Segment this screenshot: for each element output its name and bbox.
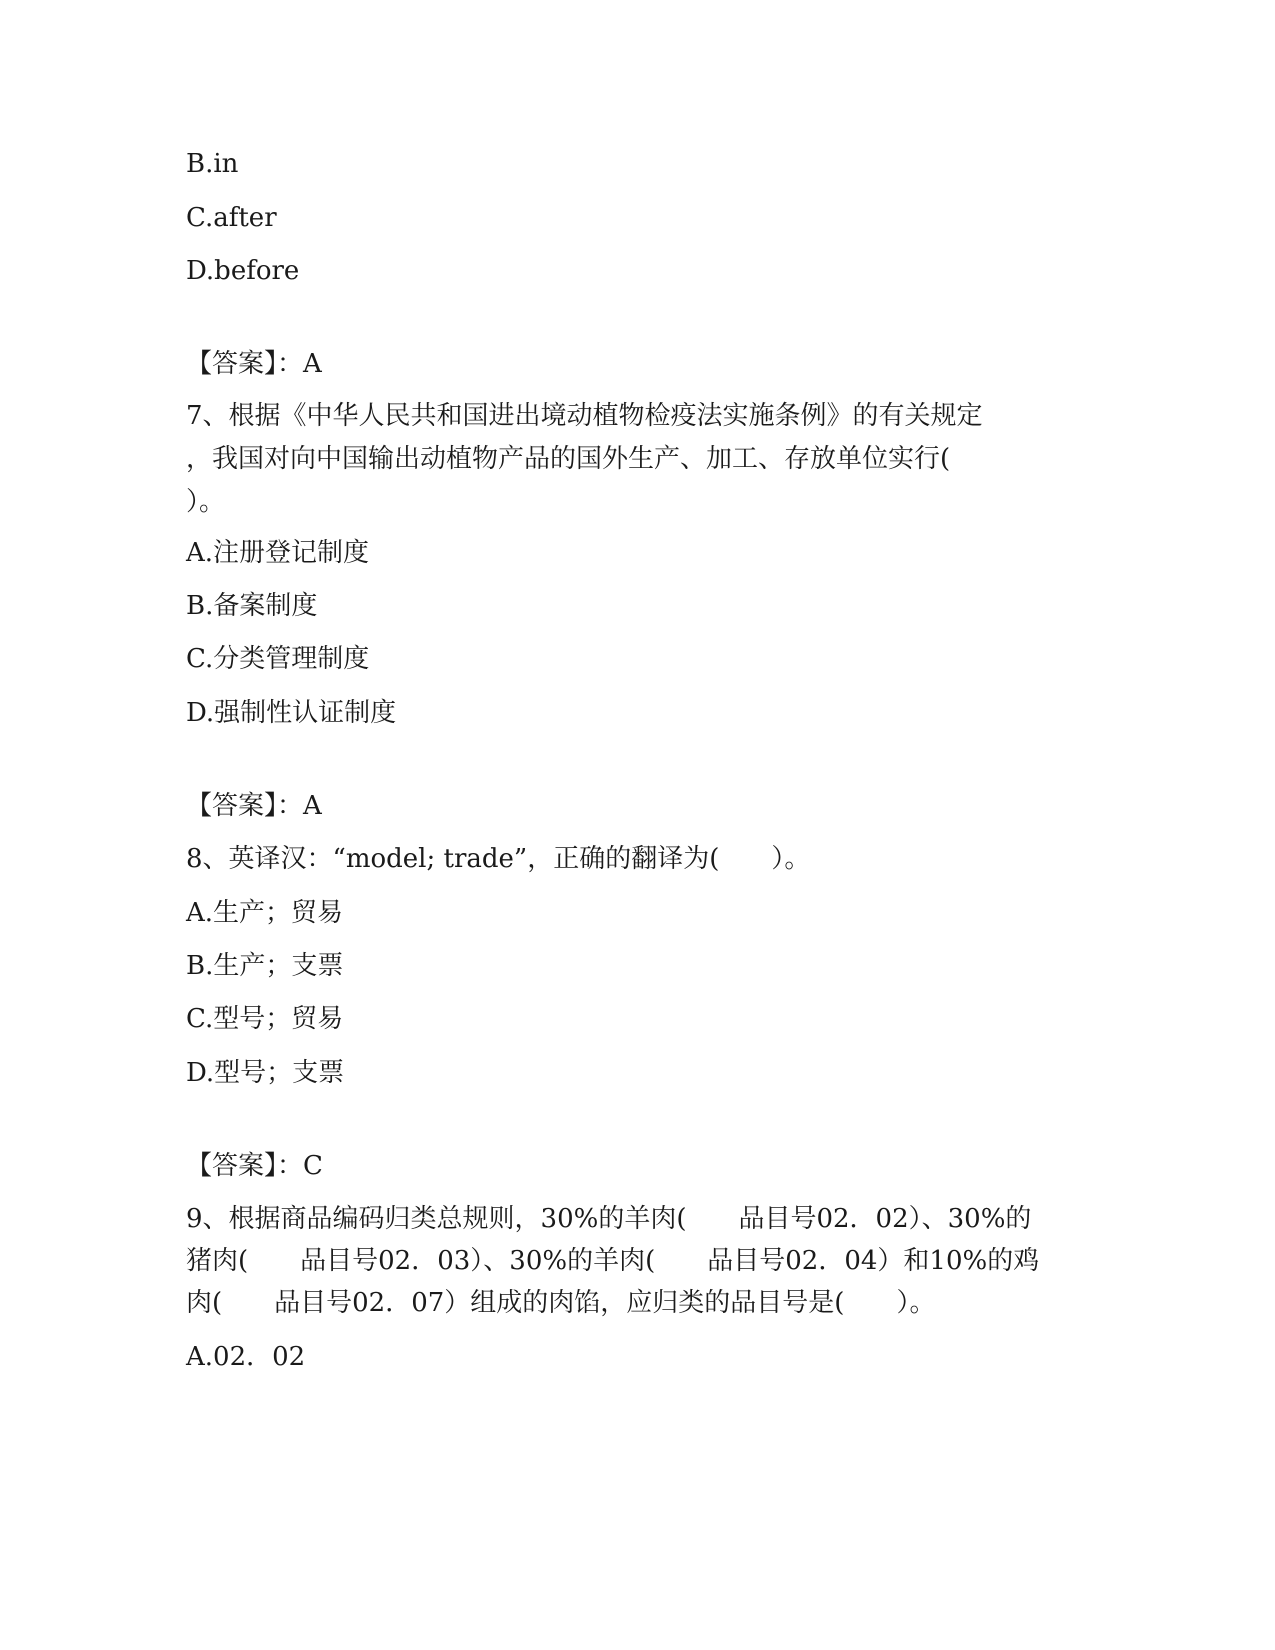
question-8-stem: 8、英译汉：“model; trade”，正确的翻译为( ）。 [186, 844, 811, 874]
answer-label: 【答案】： [186, 349, 304, 379]
answer-value: A [303, 349, 322, 379]
question-7-option-b: B.备案制度 [186, 591, 318, 621]
answer-value: A [303, 791, 322, 821]
answer-line [186, 348, 322, 380]
option-c: C.after [186, 203, 277, 233]
question-9-option-a: A.02．02 [186, 1342, 306, 1372]
question-7-option-c: C.分类管理制度 [186, 644, 370, 674]
question-7-stem-line-1: 7、根据《中华人民共和国进出境动植物检疫法实施条例》的有关规定 [186, 401, 983, 431]
answer-label: 【答案】： [186, 791, 304, 821]
question-7-option-d: D.强制性认证制度 [186, 698, 397, 728]
question-7-answer [186, 790, 322, 822]
answer-value: C [303, 1151, 323, 1181]
answer-label: 【答案】： [186, 1151, 304, 1181]
question-8-option-b: B.生产；支票 [186, 951, 344, 981]
question-7-stem-line-2: ，我国对向中国输出动植物产品的国外生产、加工、存放单位实行( [186, 444, 951, 474]
question-8-option-d: D.型号；支票 [186, 1058, 345, 1088]
question-8-option-a: A.生产；贸易 [186, 898, 344, 928]
question-9-stem-line-1: 9、根据商品编码归类总规则，30%的羊肉( 品目号02．02）、30%的 [186, 1204, 1032, 1234]
question-8-option-c: C.型号；贸易 [186, 1004, 344, 1034]
question-7-stem-line-3: ）。 [186, 487, 226, 517]
option-d: D.before [186, 256, 300, 286]
question-8-answer [186, 1150, 323, 1182]
question-9-stem-line-3: 肉( 品目号02．07）组成的肉馅，应归类的品目号是( ）。 [186, 1288, 936, 1318]
option-b: B.in [186, 149, 239, 179]
question-7-option-a: A.注册登记制度 [186, 538, 370, 568]
question-9-stem-line-2: 猪肉( 品目号02．03）、30%的羊肉( 品目号02．04）和10%的鸡 [186, 1246, 1040, 1276]
